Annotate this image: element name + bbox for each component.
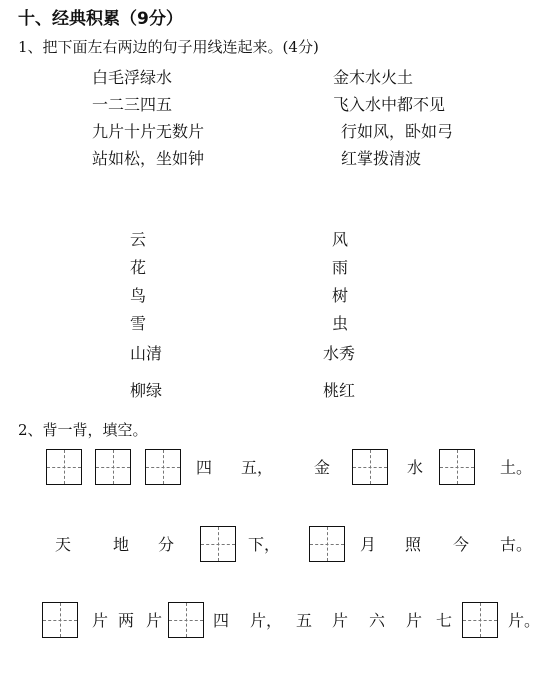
- fill-text: 六: [369, 611, 386, 630]
- question-2-prompt: 2、背一背，填空。: [18, 421, 148, 439]
- fill-text: 今: [453, 535, 470, 554]
- q1-right-item: 行如风，卧如弓: [341, 122, 454, 141]
- fill-text: 两: [118, 611, 135, 630]
- q1-left-item: 站如松，坐如钟: [92, 149, 205, 168]
- match-right-word: 雨: [332, 258, 349, 277]
- writing-box[interactable]: [145, 449, 181, 485]
- match-left-word: 柳绿: [130, 381, 163, 400]
- fill-text: 七: [436, 611, 453, 630]
- fill-text: 天: [55, 535, 72, 554]
- writing-box[interactable]: [46, 449, 82, 485]
- fill-text: 五: [296, 611, 313, 630]
- q1-left-item: 九片十片无数片: [92, 122, 205, 141]
- fill-text: 分: [158, 535, 175, 554]
- fill-text: 照: [405, 535, 422, 554]
- q1-right-item: 金木水火土: [333, 68, 414, 87]
- writing-box[interactable]: [309, 526, 345, 562]
- q1-left-item: 白毛浮绿水: [92, 68, 173, 87]
- fill-text: 地: [113, 535, 130, 554]
- writing-box[interactable]: [439, 449, 475, 485]
- match-left-word: 雪: [130, 314, 147, 333]
- match-left-word: 鸟: [130, 286, 147, 305]
- writing-box[interactable]: [168, 602, 204, 638]
- fill-text: 土。: [500, 458, 533, 477]
- fill-text: 片。: [508, 611, 541, 630]
- fill-text: 水: [407, 458, 424, 477]
- fill-text: 月: [360, 535, 377, 554]
- q1-left-item: 一二三四五: [92, 95, 173, 114]
- section-title: 十、经典积累（9分）: [18, 9, 183, 29]
- fill-text: 片: [406, 611, 423, 630]
- match-right-word: 虫: [332, 314, 349, 333]
- match-left-word: 云: [130, 230, 147, 249]
- q1-right-item: 红掌拨清波: [341, 149, 422, 168]
- writing-box[interactable]: [462, 602, 498, 638]
- match-right-word: 桃红: [323, 381, 356, 400]
- fill-text: 四: [213, 611, 230, 630]
- fill-text: 片，: [250, 611, 283, 630]
- writing-box[interactable]: [352, 449, 388, 485]
- fill-text: 五，: [241, 458, 274, 477]
- fill-text: 四: [196, 458, 213, 477]
- fill-text: 片: [146, 611, 163, 630]
- q1-right-item: 飞入水中都不见: [333, 95, 446, 114]
- writing-box[interactable]: [95, 449, 131, 485]
- match-left-word: 花: [130, 258, 147, 277]
- writing-box[interactable]: [42, 602, 78, 638]
- fill-text: 片: [332, 611, 349, 630]
- fill-text: 下，: [248, 535, 281, 554]
- match-right-word: 风: [332, 230, 349, 249]
- match-right-word: 树: [332, 286, 349, 305]
- writing-box[interactable]: [200, 526, 236, 562]
- fill-text: 古。: [500, 535, 533, 554]
- fill-text: 金: [314, 458, 331, 477]
- question-1-prompt: 1、把下面左右两边的句子用线连起来。(4分): [18, 38, 319, 56]
- fill-text: 片: [92, 611, 109, 630]
- match-left-word: 山清: [130, 344, 163, 363]
- match-right-word: 水秀: [323, 344, 356, 363]
